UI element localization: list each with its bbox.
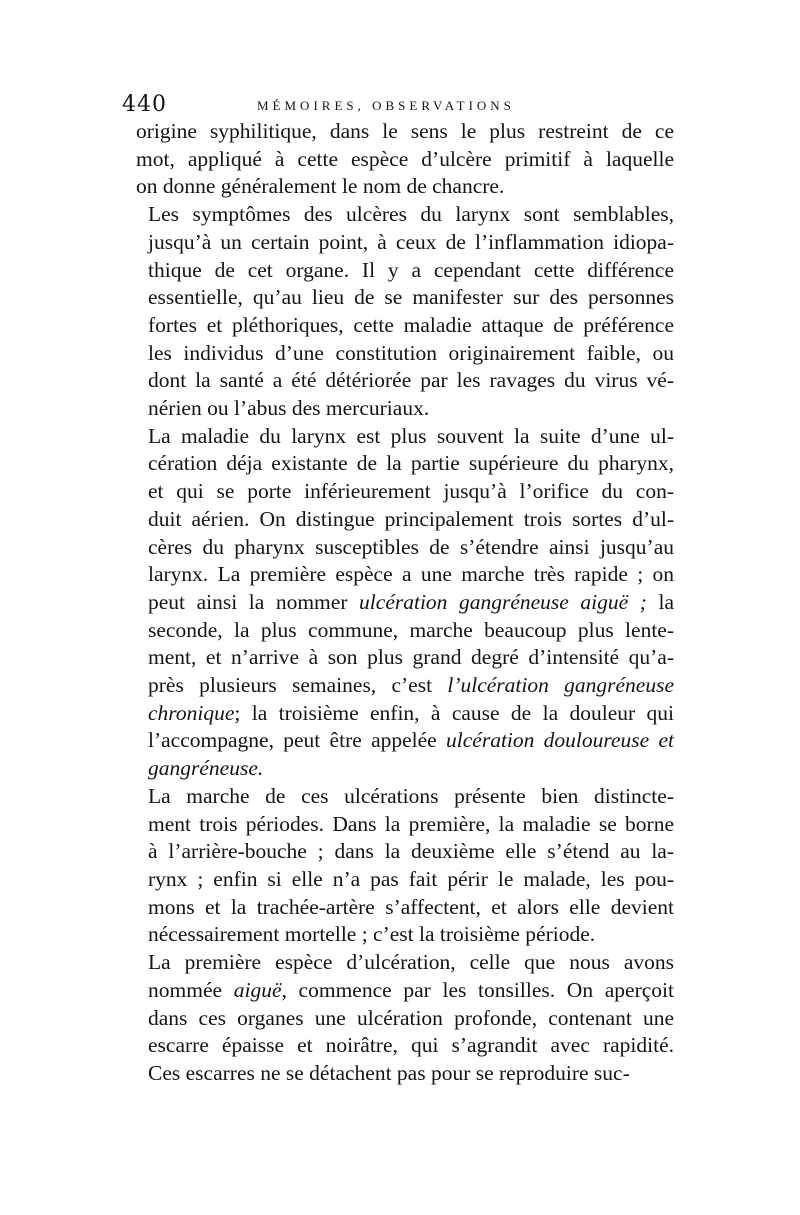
paragraph [136,118,674,201]
page-number: 440 [122,92,167,117]
paragraph [136,783,674,949]
text-line: mons et la trachée-artère s’affectent, et alors elle devient [148,894,674,919]
text-line: chronique; la troisième enfin, à cause de la douleur qui [148,700,674,725]
body-text [136,118,674,1088]
paragraph [136,201,674,423]
text-line: mot, appliqué à cette espèce d’ulcère primitif à laquelle [136,146,674,171]
text-line: l’accompagne, peut être appelée ulcération douloureuse et [148,728,674,753]
paragraph [136,949,674,1088]
text-line: cères du pharynx susceptibles de s’étendre ainsi jusqu’au [148,534,674,559]
text-line: les individus d’une constitution originairement faible, ou [148,340,674,365]
text-line: fortes et pléthoriques, cette maladie attaque de préférence [148,312,674,337]
text-line: nérien ou l’abus des mercuriaux. [148,396,430,421]
text-line: gangréneuse. [148,756,264,781]
text-line: duit aérien. On distingue principalement trois sortes d’ul- [148,506,674,531]
text-line: à l’arrière-bouche ; dans la deuxième elle s’étend au la- [148,839,674,864]
text-line: larynx. La première espèce a une marche très rapide ; on [148,562,674,587]
text-line: Les symptômes des ulcères du larynx sont semblables, [148,202,674,227]
text-line: La maladie du larynx est plus souvent la suite d’une ul- [148,423,674,448]
paragraph [136,423,674,783]
text-line: jusqu’à un certain point, à ceux de l’inflammation idiopa- [148,229,674,254]
text-line: cération déja existante de la partie supérieure du pharynx, [148,451,674,476]
running-title: MÉMOIRES, OBSERVATIONS [257,98,515,113]
text-line: origine syphilitique, dans le sens le plus restreint de ce [136,119,674,143]
text-line: et qui se porte inférieurement jusqu’à l’orifice du con- [148,479,674,504]
text-line: La marche de ces ulcérations présente bien distincte- [148,783,674,808]
text-line: on donne généralement le nom de chancre. [136,174,505,199]
text-line: près plusieurs semaines, c’est l’ulcération gangréneuse [148,673,674,698]
text-line: dont la santé a été détériorée par les ravages du virus vé- [148,368,674,393]
text-line: peut ainsi la nommer ulcération gangréneuse aiguë ; la [148,589,674,614]
text-line: La première espèce d’ulcération, celle que nous avons [148,950,674,975]
text-line: dans ces organes une ulcération profonde, contenant une [148,1005,674,1030]
text-line: escarre épaisse et noirâtre, qui s’agrandit avec rapidité. [148,1033,674,1058]
text-line: seconde, la plus commune, marche beaucoup plus lente- [148,617,674,642]
text-line: ment trois périodes. Dans la première, la maladie se borne [148,811,674,836]
text-line: essentielle, qu’au lieu de se manifester sur des personnes [148,285,674,310]
text-line: thique de cet organe. Il y a cependant cette différence [148,257,674,282]
text-line: nommée aiguë, commence par les tonsilles. On aperçoit [148,977,674,1002]
text-line: rynx ; enfin si elle n’a pas fait périr le malade, les pou- [148,866,674,891]
text-line: ment, et n’arrive à son plus grand degré d’intensité qu’a- [148,645,674,670]
text-line: Ces escarres ne se détachent pas pour se reproduire suc- [148,1060,630,1085]
text-line: nécessairement mortelle ; c’est la troisième période. [148,922,596,947]
